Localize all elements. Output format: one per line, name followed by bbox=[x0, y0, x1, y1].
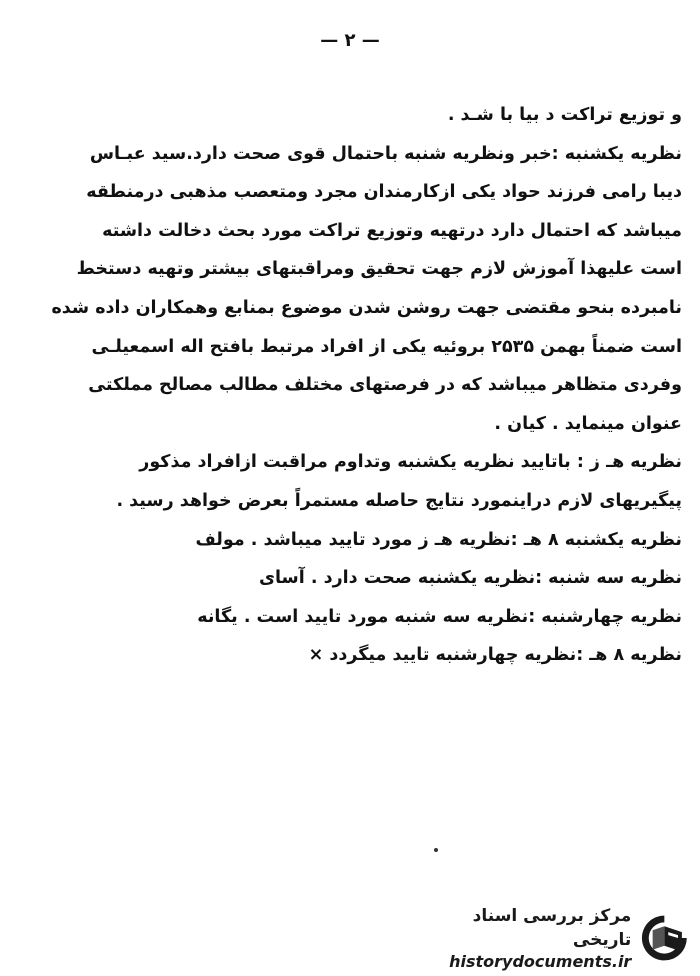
text-line: نظریه ۸ هـ :نظریه چهارشنبه تایید میگردد × bbox=[308, 645, 682, 666]
watermark-url: historydocuments.ir bbox=[449, 952, 632, 971]
watermark-title: مرکز بررسی اسناد تاریخی bbox=[472, 906, 632, 950]
text-line: عنوان مینماید . کیان . bbox=[494, 413, 682, 434]
text-line: نظریه چهارشنبه :نظریه سه شنبه مورد تایید است . یگانه bbox=[197, 606, 682, 627]
text-line: نظریه سه شنبه :نظریه یکشنبه صحت دارد . آسای bbox=[258, 568, 682, 589]
text-line: وفردی متظاهر میباشد که در فرصتهای مختلف مطالب مصالح مملکتی bbox=[88, 375, 682, 396]
ink-dot bbox=[434, 848, 438, 852]
text-line: دیبا رامی فرزند حواد یکی ازکارمندان مجرد ومتعصب مذهبی درمنطقه bbox=[86, 182, 682, 203]
watermark bbox=[414, 906, 690, 971]
watermark-text bbox=[414, 904, 631, 972]
text-line: نظریه یکشنبه ۸ هـ :نظریه هـ ز مورد تایید میباشد . مولف bbox=[195, 529, 682, 550]
text-line: پیگیریهای لازم دراینمورد نتایج حاصله مستمراً بعرض خواهد رسید . bbox=[116, 490, 682, 511]
text-line: نامبرده بنحو مقتضی جهت روشن شدن موضوع بمنابع وهمکاران داده شده bbox=[51, 297, 682, 318]
text-line: است علیهذا آموزش لازم جهت تحقیق ومراقبتهای بیشتر وتهیه دستخط bbox=[76, 259, 682, 280]
text-line: و توزیع تراکت د بیا با شـد . bbox=[447, 105, 682, 125]
text-line: میباشد که احتمال دارد درتهیه وتوزیع تراکت مورد بحث دخالت داشته bbox=[102, 220, 682, 241]
text-line: نظریه هـ ز : باتایید نظریه یکشنبه وتداوم مراقبت ازافراد مذکور bbox=[139, 452, 682, 473]
archive-logo-icon bbox=[639, 912, 690, 964]
text-line: نظریه یکشنبه :خبر ونظریه شنبه باحتمال قوی صحت دارد.سید عبـاس bbox=[89, 143, 682, 164]
document-body bbox=[18, 96, 682, 675]
text-line: است ضمناً بهمن ۲۵۳۵ بروئیه یکی از افراد مرتبط بافتح اله اسمعیلـی bbox=[91, 336, 682, 357]
page-number: — ۲ — bbox=[320, 30, 380, 51]
